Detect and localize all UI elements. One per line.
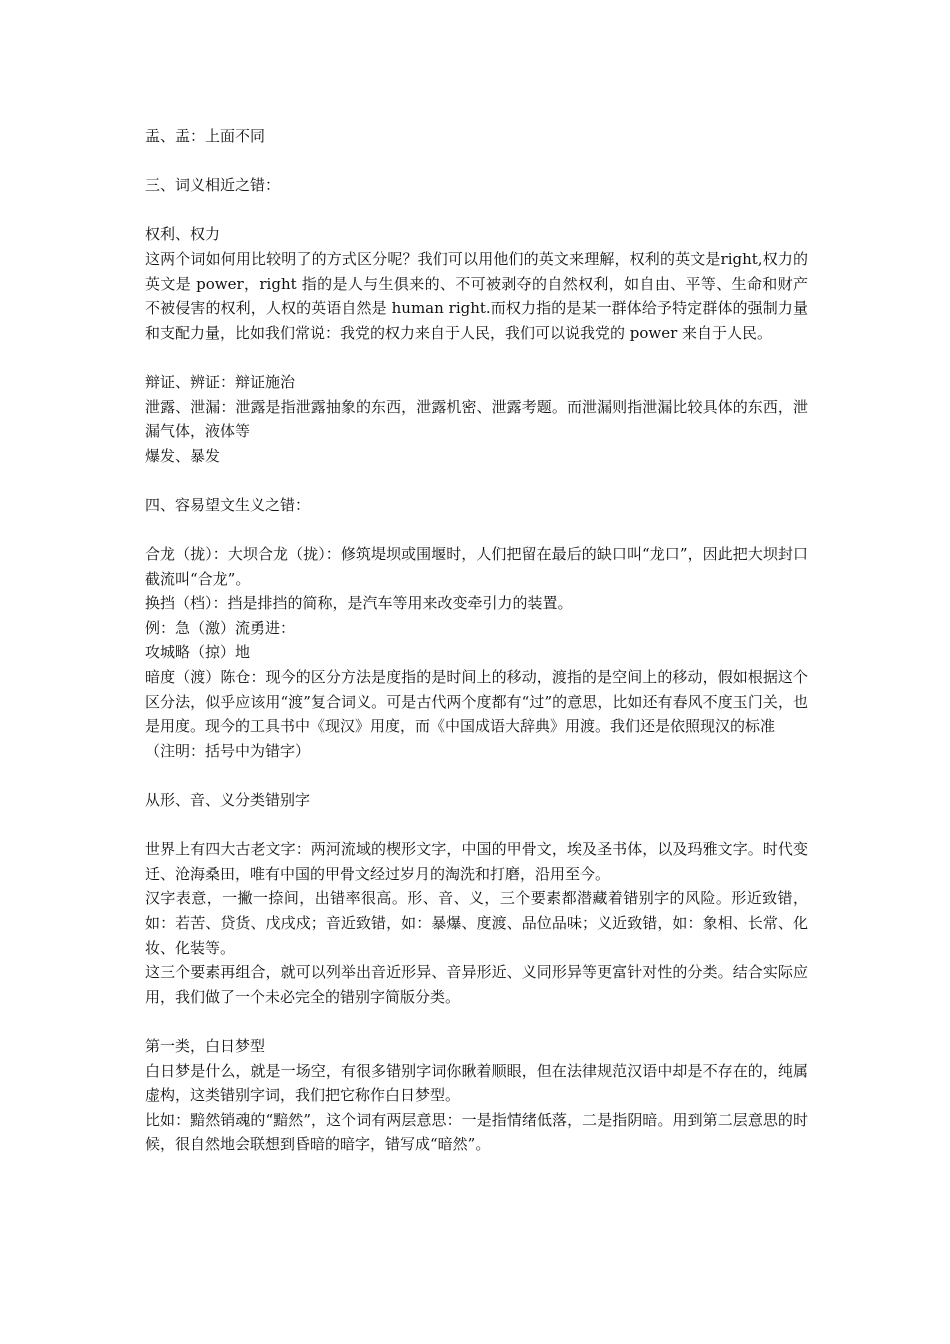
term-baofa: 爆发、暴发 xyxy=(145,446,221,465)
paragraph-example-anran: 比如：黯然销魂的“黯然”，这个词有两层意思：一是指情绪低落，二是指阴暗。用到第二层意思的时候，很自然地会联想到昏暗的暗字，错写成“暗然”。 xyxy=(145,1110,808,1154)
spacer xyxy=(145,763,808,788)
term-huandang: 换挡（档）：挡是排挡的简称，是汽车等用来改变牵引力的装置。 xyxy=(145,594,573,613)
section-heading-4: 四、容易望文生义之错： xyxy=(145,495,311,514)
spacer xyxy=(145,1009,808,1034)
paragraph-error-factors: 汉字表意，一撇一捺间，出错率很高。形、音、义，三个要素都潜藏着错别字的风险。形近致错，如：若苦、贷货、戊戌戍；音近致错，如：暴爆、度渡、品位品味；义近致错，如：象相、长常、化妆、化装等。 xyxy=(145,889,808,957)
term-bianzheng: 辩证、辨证：辩证施治 xyxy=(145,372,296,391)
paragraph-ancient-scripts: 世界上有四大古老文字：两河流域的楔形文字，中国的甲骨文，埃及圣书体，以及玛雅文字。时代变迁、沧海桑田，唯有中国的甲骨文经过岁月的淘洗和打磨，沿用至今。 xyxy=(145,840,808,883)
term-xielu: 泄露、泄漏：泄露是指泄露抽象的东西，泄露机密、泄露考题。而泄漏则指泄漏比较具体的东西，泄漏气体，液体等 xyxy=(145,397,808,441)
spacer xyxy=(145,198,808,223)
spacer xyxy=(145,518,808,543)
section-heading-3: 三、词义相近之错： xyxy=(145,176,281,195)
spacer xyxy=(145,468,808,493)
paragraph-quanli-explanation: 这两个词如何用比较明了的方式区分呢？我们可以用他们的英文来理解，权利的英文是right,权力的英文是 power，right 指的是人与生俱来的、不可被剥夺的自然权利，如自由、平等、生命和财产不被侵害的权利，人权的英语自然是 human right.而权力指的是某一群体给予特定群体的强制力量和支配力量，比如我们常说：我党的权力来自于人民，我们可以说我党的 power 来自于人民。 xyxy=(145,249,808,342)
document-body xyxy=(145,124,808,1157)
term-helong: 合龙（拢）：大坝合龙（拢）：修筑堤坝或围堰时，人们把留在最后的缺口叫“龙口”，因此把大坝封口截流叫“合龙”。 xyxy=(145,545,808,588)
section-heading-classification: 从形、音、义分类错别字 xyxy=(145,791,311,810)
line-meng-note: 盂、盂：上面不同 xyxy=(145,127,266,145)
spacer xyxy=(145,149,808,174)
paragraph-combination: 这三个要素再组合，就可以列举出音近形异、音异形近、义同形异等更富针对性的分类。结合实际应用，我们做了一个未必完全的错别字简版分类。 xyxy=(145,963,808,1006)
example-jiliu: 例：急（激）流勇进： xyxy=(145,618,296,637)
spacer xyxy=(145,345,808,370)
spacer xyxy=(145,813,808,838)
paragraph-daydream: 白日梦是什么，就是一场空，有很多错别字词你瞅着顺眼，但在法律规范汉语中却是不存在的，纯属虚构，这类错别字词，我们把它称作白日梦型。 xyxy=(145,1061,808,1105)
term-quanli: 权利、权力 xyxy=(145,225,221,244)
category-heading-1: 第一类，白日梦型 xyxy=(145,1036,266,1055)
term-andu: 暗度（渡）陈仓：现今的区分方法是度指的是时间上的移动，渡指的是空间上的移动，假如根据这个区分法，似乎应该用“渡”复合词义。可是古代两个度都有“过”的意思，比如还有春风不度玉门关，也是用度。现今的工具书中《现汉》用度，而《中国成语大辞典》用渡。我们还是依照现汉的标准 xyxy=(145,668,808,736)
note-brackets: （注明：括号中为错字） xyxy=(145,741,311,760)
example-gongcheng: 攻城略（掠）地 xyxy=(145,643,251,662)
